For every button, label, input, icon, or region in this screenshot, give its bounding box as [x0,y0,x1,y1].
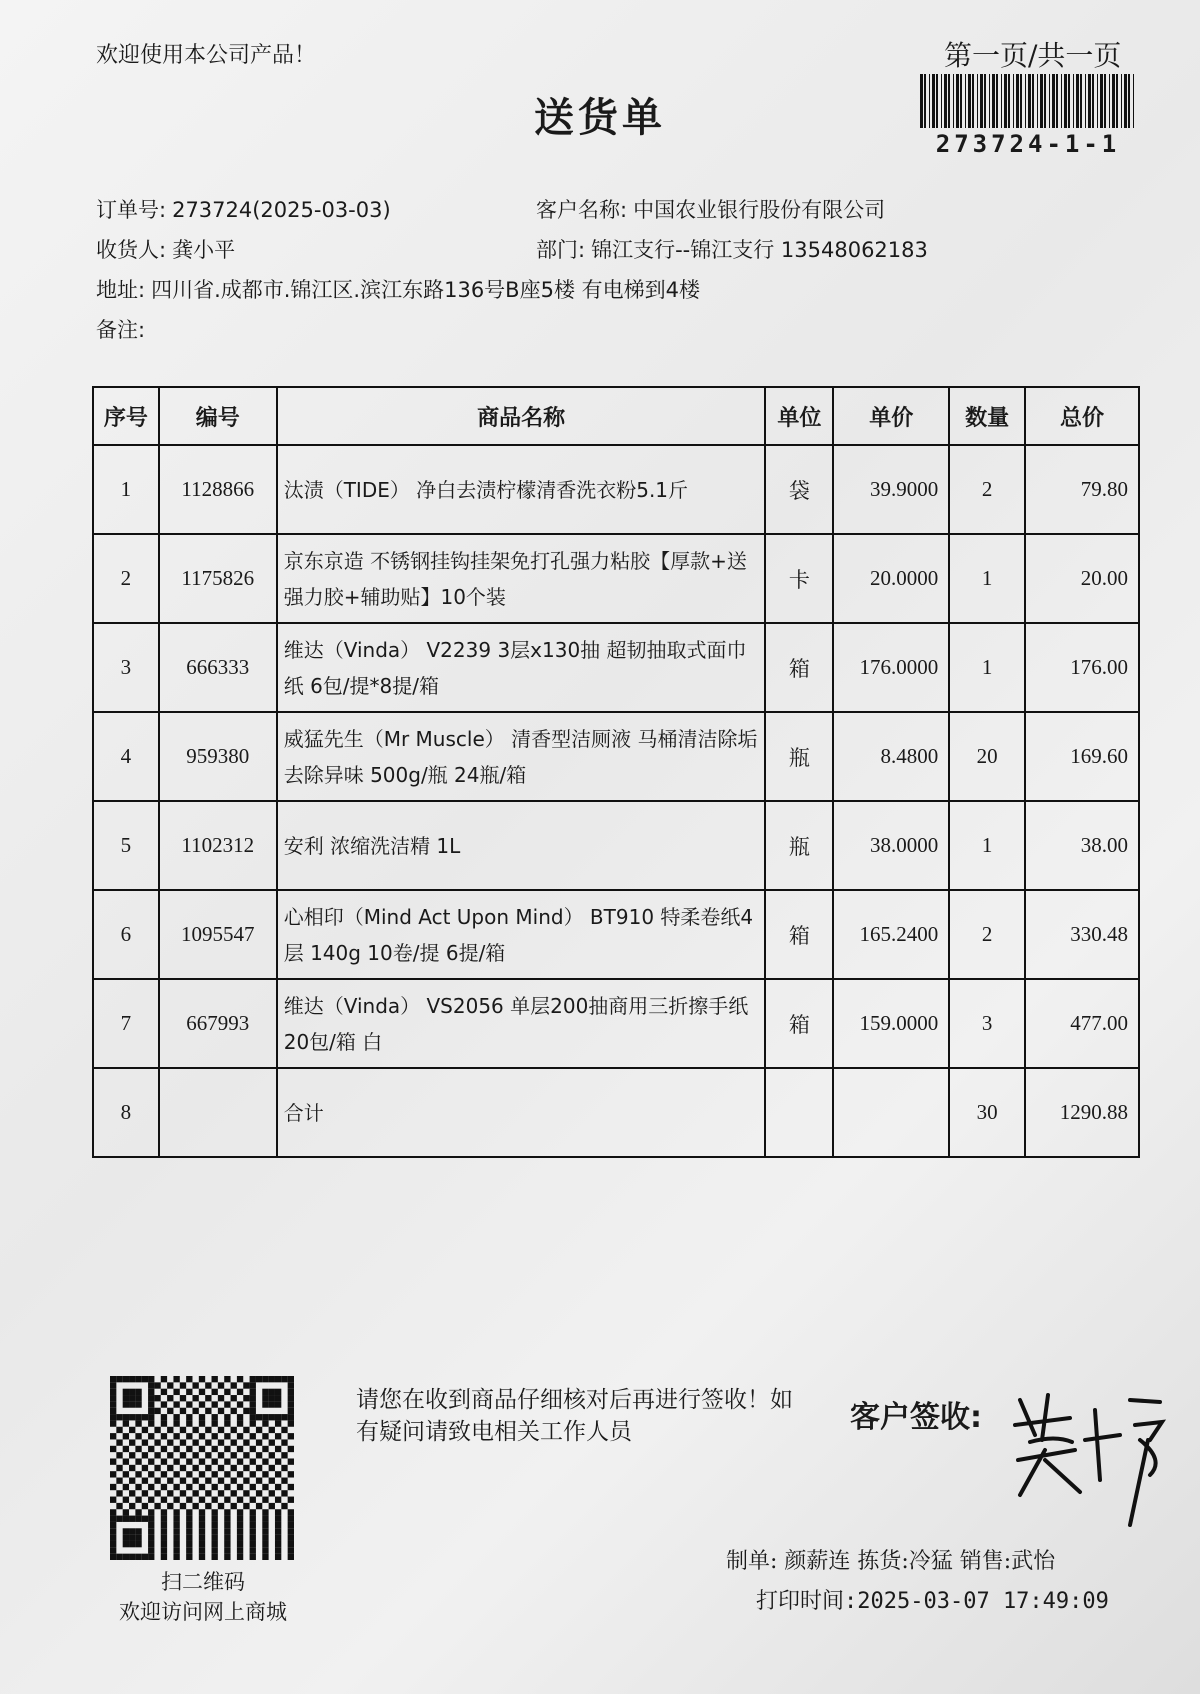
cell-total: 176.00 [1025,623,1139,712]
cell-total: 477.00 [1025,979,1139,1068]
cell-code: 1128866 [159,445,277,534]
cell-quantity: 3 [949,979,1025,1068]
cell-total-label: 合计 [277,1068,766,1157]
table-total-row [93,1068,1139,1157]
cell-unit: 袋 [765,445,833,534]
address-field [96,274,700,304]
cell-unit-price: 38.0000 [833,801,949,890]
cell-seq: 7 [93,979,159,1068]
cell-total: 79.80 [1025,445,1139,534]
cell-code: 667993 [159,979,277,1068]
cell-total-quantity: 30 [949,1068,1025,1157]
cell-quantity: 1 [949,801,1025,890]
cell-seq: 4 [93,712,159,801]
cell-quantity: 1 [949,623,1025,712]
customer-name-label: 客户名称: [536,198,628,222]
cell-product-name: 安利 浓缩洗洁精 1L [277,801,766,890]
department-value: 锦江支行--锦江支行 13548062183 [591,238,928,262]
inspection-notice: 请您在收到商品仔细核对后再进行签收！如有疑问请致电相关工作人员 [356,1387,793,1445]
table-row [93,890,1139,979]
address-value: 四川省.成都市.锦江区.滨江东路136号B座5楼 有电梯到4楼 [151,278,700,302]
document-title: 送货单 [534,95,666,141]
receiver-field [96,234,235,264]
cell-quantity: 20 [949,712,1025,801]
cell-quantity: 2 [949,445,1025,534]
table-header-row [93,387,1139,445]
order-number-field [96,194,391,224]
cell-seq: 6 [93,890,159,979]
header-quantity: 数量 [949,387,1025,445]
cell-total: 169.60 [1025,712,1139,801]
header-product-name: 商品名称 [277,387,766,445]
address-label: 地址: [96,278,146,302]
table-row [93,712,1139,801]
cell-code [159,1068,277,1157]
header-total: 总价 [1025,387,1139,445]
cell-total: 20.00 [1025,534,1139,623]
department-label: 部门: [536,238,586,262]
cell-code: 959380 [159,712,277,801]
order-number-value: 273724(2025-03-03) [172,198,391,222]
cell-unit-price: 8.4800 [833,712,949,801]
cell-product-name: 威猛先生（Mr Muscle） 清香型洁厕液 马桶清洁除垢去除异味 500g/瓶 24瓶/箱 [277,712,766,801]
print-time: 打印时间:2025-03-07 17:49:09 [756,1589,1109,1614]
cell-seq: 8 [93,1068,159,1157]
department-field [536,234,928,264]
receiver-label: 收货人: [96,238,167,262]
cell-unit: 箱 [765,890,833,979]
barcode-number: 273724-1-1 [935,130,1121,158]
table-row [93,801,1139,890]
cell-total: 38.00 [1025,801,1139,890]
cell-unit-price [833,1068,949,1157]
cell-seq: 2 [93,534,159,623]
cell-product-name: 维达（Vinda） V2239 3层x130抽 超韧抽取式面巾纸 6包/提*8提/箱 [277,623,766,712]
cell-product-name: 汰渍（TIDE） 净白去渍柠檬清香洗衣粉5.1斤 [277,445,766,534]
header-seq: 序号 [93,387,159,445]
table-row [93,445,1139,534]
qr-caption-scan: 扫二维码 [161,1570,245,1594]
cell-seq: 1 [93,445,159,534]
cell-grand-total: 1290.88 [1025,1068,1139,1157]
cell-unit: 箱 [765,623,833,712]
page-info: 第一页/共一页 [944,39,1122,72]
header-unit-price: 单价 [833,387,949,445]
table-row [93,534,1139,623]
receiver-value: 龚小平 [172,238,236,262]
cell-unit-price: 159.0000 [833,979,949,1068]
cell-seq: 5 [93,801,159,890]
table-row [93,623,1139,712]
remark-label: 备注: [96,318,146,342]
cell-unit: 瓶 [765,712,833,801]
cell-code: 1095547 [159,890,277,979]
cell-unit: 箱 [765,979,833,1068]
cell-unit [765,1068,833,1157]
cell-unit-price: 39.9000 [833,445,949,534]
qr-code-image [110,1376,294,1560]
cell-product-name: 京东京造 不锈钢挂钩挂架免打孔强力粘胶【厚款+送强力胶+辅助贴】10个装 [277,534,766,623]
customer-name-value: 中国农业银行股份有限公司 [633,198,886,222]
cell-quantity: 1 [949,534,1025,623]
cell-seq: 3 [93,623,159,712]
cell-product-name: 心相印（Mind Act Upon Mind） BT910 特柔卷纸4层 140g 10卷/提 6提/箱 [277,890,766,979]
customer-signature-label: 客户签收: [850,1400,982,1435]
cell-code: 1102312 [159,801,277,890]
handwritten-signature [1000,1380,1170,1530]
cell-unit: 卡 [765,534,833,623]
cell-unit-price: 165.2400 [833,890,949,979]
cell-code: 666333 [159,623,277,712]
cell-code: 1175826 [159,534,277,623]
cell-product-name: 维达（Vinda） VS2056 单层200抽商用三折擦手纸 20包/箱 白 [277,979,766,1068]
customer-name-field [536,194,885,224]
order-number-label: 订单号: [96,198,167,222]
welcome-text: 欢迎使用本公司产品！ [96,43,317,68]
cell-unit-price: 20.0000 [833,534,949,623]
remark-field [96,314,151,344]
header-code: 编号 [159,387,277,445]
cell-unit: 瓶 [765,801,833,890]
table-row [93,979,1139,1068]
qr-caption-mall: 欢迎访问网上商城 [119,1600,287,1624]
cell-unit-price: 176.0000 [833,623,949,712]
header-unit: 单位 [765,387,833,445]
items-table [92,386,1140,1158]
cell-total: 330.48 [1025,890,1139,979]
staff-info: 制单: 颜薪连 拣货:冷猛 销售:武怡 [726,1549,1056,1574]
cell-quantity: 2 [949,890,1025,979]
